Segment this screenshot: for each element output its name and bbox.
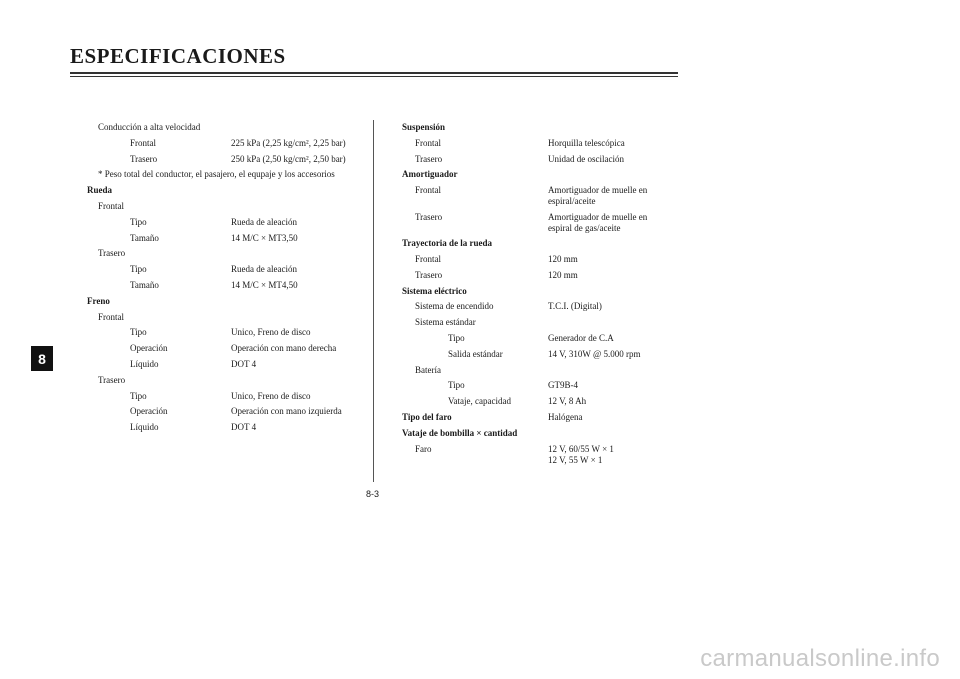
spec-row (87, 120, 367, 136)
spec-row (402, 136, 682, 152)
spec-row (87, 420, 367, 436)
spec-label: Suspensión (402, 122, 446, 132)
spec-row (87, 341, 367, 357)
spec-label: Faro (415, 443, 432, 454)
spec-row (402, 442, 682, 469)
spec-label: Vataje, capacidad (448, 396, 511, 407)
spec-row (402, 152, 682, 168)
spec-value: 14 M/C × MT3,50 (231, 232, 298, 243)
spec-row (87, 199, 367, 215)
spec-value: T.C.I. (Digital) (548, 301, 602, 312)
header-rule-thin (70, 76, 678, 77)
spec-label: Tamaño (130, 232, 159, 243)
spec-row (402, 410, 682, 426)
spec-row (87, 404, 367, 420)
spec-label: Sistema eléctrico (402, 285, 467, 296)
spec-value: 120 mm (548, 269, 578, 280)
spec-label: Frontal (98, 311, 124, 322)
spec-row (402, 394, 682, 410)
spec-label: Frontal (415, 137, 441, 148)
spec-row (87, 231, 367, 247)
spec-row (402, 268, 682, 284)
spec-value: DOT 4 (231, 422, 257, 433)
spec-label: Líquido (130, 422, 159, 433)
spec-label: Tipo (448, 380, 465, 391)
spec-row (87, 325, 367, 341)
spec-row (87, 215, 367, 231)
spec-value: Amortiguador de muelle en espiral de gas/aceite (548, 211, 648, 233)
spec-label: Trasero (130, 153, 158, 164)
spec-row (402, 378, 682, 394)
spec-value: Halógena (548, 411, 583, 422)
spec-row (87, 152, 367, 168)
chapter-tab: 8 (31, 346, 53, 371)
spec-row (402, 167, 682, 183)
spec-value: Unico, Freno de disco (231, 390, 311, 401)
spec-value: 14 V, 310W @ 5.000 rpm (548, 348, 641, 359)
spec-label: Trasero (415, 153, 443, 164)
spec-label: Tipo (130, 216, 147, 227)
spec-value: Rueda de aleación (231, 216, 297, 227)
spec-row (402, 183, 682, 210)
spec-label: Tipo (130, 390, 147, 401)
spec-value: Generador de C.A (548, 332, 614, 343)
spec-row (402, 331, 682, 347)
spec-row (87, 183, 367, 199)
spec-value: Operación con mano izquierda (231, 406, 342, 417)
spec-label: Rueda (87, 185, 113, 196)
spec-row (87, 262, 367, 278)
spec-row (402, 315, 682, 331)
spec-label: Operación (130, 406, 168, 417)
spec-label: Trasero (415, 269, 443, 280)
spec-value: Operación con mano derecha (231, 343, 337, 354)
spec-row (402, 210, 682, 237)
spec-label: Tipo (130, 327, 147, 338)
spec-label: Trasero (98, 248, 126, 259)
spec-label: Tipo del faro (402, 411, 452, 422)
spec-row (87, 294, 367, 310)
page-number: 8-3 (366, 489, 380, 499)
right-spec-column (402, 120, 682, 468)
spec-label: Amortiguador (402, 169, 458, 180)
spec-label: Vataje de bombilla × cantidad (402, 427, 518, 438)
spec-value: Unico, Freno de disco (231, 327, 311, 338)
spec-row (87, 310, 367, 326)
spec-row (87, 136, 367, 152)
spec-row (402, 236, 682, 252)
spec-value: Horquilla telescópica (548, 137, 625, 148)
spec-label: Batería (415, 364, 441, 375)
header-rule-thick (70, 72, 678, 74)
spec-value: DOT 4 (231, 358, 257, 369)
spec-row (402, 363, 682, 379)
watermark: carmanualsonline.info (700, 645, 940, 672)
spec-label: Freno (87, 295, 110, 306)
spec-row (402, 252, 682, 268)
spec-row (87, 357, 367, 373)
spec-label: Frontal (415, 253, 441, 264)
spec-row (402, 347, 682, 363)
spec-label: Operación (130, 343, 168, 354)
spec-value: 12 V, 60/55 W × 1 12 V, 55 W × 1 (548, 443, 614, 465)
spec-label: Sistema estándar (415, 317, 476, 328)
spec-label: Trasero (98, 374, 126, 385)
spec-value: 14 M/C × MT4,50 (231, 279, 298, 290)
spec-row (402, 284, 682, 300)
spec-row (402, 299, 682, 315)
spec-value: Unidad de oscilación (548, 153, 624, 164)
spec-label: Líquido (130, 358, 159, 369)
spec-value: Amortiguador de muelle en espiral/aceite (548, 185, 648, 207)
spec-label: Sistema de encendido (415, 301, 494, 312)
spec-label: Frontal (130, 137, 156, 148)
spec-label: Trasero (415, 211, 443, 222)
spec-label: Frontal (415, 185, 441, 196)
spec-value: 120 mm (548, 253, 578, 264)
spec-label: Tamaño (130, 279, 159, 290)
spec-value: GT9B-4 (548, 380, 578, 391)
spec-row (87, 167, 367, 183)
spec-value: 12 V, 8 Ah (548, 396, 587, 407)
page-title: ESPECIFICACIONES (70, 44, 286, 68)
column-divider (373, 120, 374, 482)
spec-value: 250 kPa (2,50 kg/cm², 2,50 bar) (231, 153, 346, 164)
spec-label: Tipo (448, 332, 465, 343)
spec-value: 225 kPa (2,25 kg/cm², 2,25 bar) (231, 137, 346, 148)
spec-row (87, 246, 367, 262)
spec-label: Tipo (130, 264, 147, 275)
spec-label: Salida estándar (448, 348, 503, 359)
spec-label: Conducción a alta velocidad (98, 122, 201, 132)
spec-label: Frontal (98, 200, 124, 211)
spec-row (402, 426, 682, 442)
spec-row (87, 278, 367, 294)
spec-row (87, 373, 367, 389)
left-spec-column (87, 120, 367, 436)
spec-value: Rueda de aleación (231, 264, 297, 275)
spec-row (87, 389, 367, 405)
spec-row (402, 120, 682, 136)
spec-label: * Peso total del conductor, el pasajero, el equpaje y los accesorios (98, 169, 335, 180)
spec-label: Trayectoria de la rueda (402, 238, 493, 249)
